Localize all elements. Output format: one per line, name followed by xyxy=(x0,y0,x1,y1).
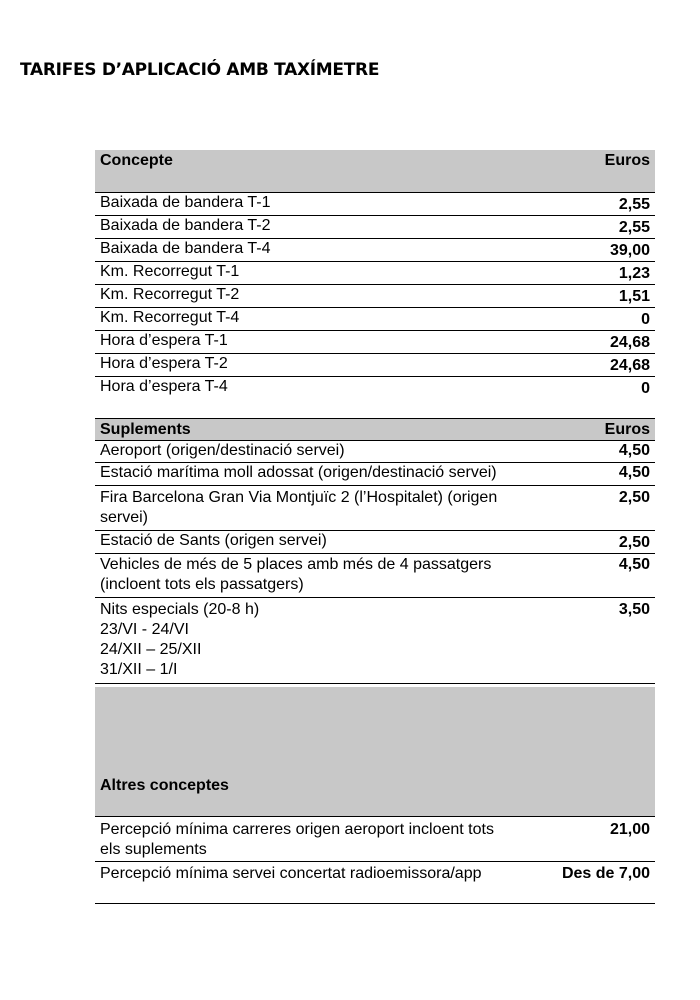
row-label: Aeroport (origen/destinació servei) xyxy=(100,442,345,459)
table-row xyxy=(95,554,655,598)
row-value: 3,50 xyxy=(618,601,650,618)
tarifes-table xyxy=(95,150,655,399)
row-label: Hora d’espera T-1 xyxy=(100,332,228,349)
row-label: Hora d’espera T-4 xyxy=(100,378,228,395)
table-row xyxy=(95,817,655,862)
row-label: Baixada de bandera T-1 xyxy=(100,194,271,211)
row-value: 0 xyxy=(641,380,650,397)
row-value: 2,50 xyxy=(618,489,650,506)
row-value: 4,50 xyxy=(618,442,650,459)
table-row xyxy=(95,285,655,308)
row-value: 4,50 xyxy=(618,556,650,573)
altres-header xyxy=(95,687,655,817)
table-row xyxy=(95,377,655,399)
table-row xyxy=(95,463,655,486)
row-label: Nits especials (20-8 h) 23/VI - 24/VI 24/XII – 25/XII 31/XII – 1/I xyxy=(100,601,260,678)
table-row xyxy=(95,531,655,554)
suplements-table xyxy=(95,418,655,684)
altres-table xyxy=(95,687,655,904)
row-value: 1,51 xyxy=(618,288,650,305)
row-label: Baixada de bandera T-4 xyxy=(100,240,271,257)
row-label: Vehicles de més de 5 places amb més de 4 passatgers (incloent tots els passatgers) xyxy=(100,556,492,593)
suplements-header xyxy=(95,419,655,441)
row-label: Km. Recorregut T-4 xyxy=(100,309,240,326)
row-value: 1,23 xyxy=(618,265,650,282)
row-label: Estació marítima moll adossat (origen/destinació servei) xyxy=(100,464,497,481)
table-row xyxy=(95,862,655,904)
table-row xyxy=(95,598,655,684)
table-row xyxy=(95,354,655,377)
header-euros: Euros xyxy=(604,420,650,438)
row-value: 24,68 xyxy=(609,334,650,351)
table-row xyxy=(95,216,655,239)
header-euros: Euros xyxy=(604,152,650,169)
row-label: Percepció mínima carreres origen aeroport incloent tots els suplements xyxy=(100,821,494,858)
row-value: 2,55 xyxy=(618,196,650,213)
page-title: TARIFES D’APLICACIÓ AMB TAXÍMETRE xyxy=(20,60,380,80)
row-value: Des de 7,00 xyxy=(561,865,650,882)
row-label: Km. Recorregut T-1 xyxy=(100,263,240,280)
table-row xyxy=(95,308,655,331)
row-value: 2,55 xyxy=(618,219,650,236)
row-label: Percepció mínima servei concertat radioemissora/app xyxy=(100,865,482,882)
header-concept: Suplements xyxy=(100,420,191,438)
table-row xyxy=(95,239,655,262)
table-row xyxy=(95,262,655,285)
row-label: Estació de Sants (origen servei) xyxy=(100,532,327,549)
row-value: 4,50 xyxy=(618,464,650,481)
row-value: 0 xyxy=(641,311,650,328)
header-concept: Concepte xyxy=(100,152,173,169)
row-value: 24,68 xyxy=(609,357,650,374)
row-label: Km. Recorregut T-2 xyxy=(100,286,240,303)
table-row xyxy=(95,486,655,531)
row-value: 39,00 xyxy=(609,242,650,259)
table-row xyxy=(95,441,655,463)
row-label: Hora d’espera T-2 xyxy=(100,355,228,372)
row-value: 21,00 xyxy=(609,821,650,838)
tarifes-rows xyxy=(95,192,655,399)
table-row xyxy=(95,331,655,354)
row-label: Fira Barcelona Gran Via Montjuïc 2 (l’Hospitalet) (origen servei) xyxy=(100,489,498,526)
row-value: 2,50 xyxy=(618,534,650,551)
header-concept: Altres conceptes xyxy=(100,777,229,794)
row-label: Baixada de bandera T-2 xyxy=(100,217,271,234)
tarifes-header xyxy=(95,150,655,192)
table-row xyxy=(95,193,655,216)
